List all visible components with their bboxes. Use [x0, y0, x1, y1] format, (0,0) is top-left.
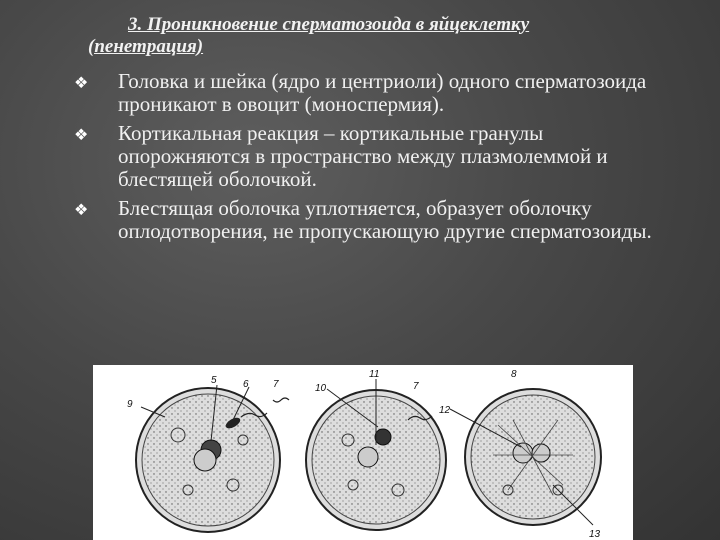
figure-label: 7 [413, 381, 419, 392]
figure-label: 10 [315, 383, 327, 394]
bullet-text: Кортикальная реакция – кортикальные гранулы опорожняются в пространство между плазмолеммой и блестящей оболочкой. [118, 121, 608, 191]
figure-label: 5 [211, 375, 217, 386]
fertilization-illustration [93, 365, 633, 540]
figure-label: 8 [511, 369, 517, 380]
bullet-item [72, 70, 672, 116]
figure-label: 7 [273, 379, 279, 390]
bullet-text: Головка и шейка (ядро и центриоли) одного сперматозоида проникают в овоцит (моноспермия). [118, 69, 647, 116]
diamond-bullet-icon: ❖ [74, 202, 89, 219]
oocyte-stage-3 [465, 389, 601, 525]
figure-label: 12 [439, 405, 451, 416]
figure-label: 11 [369, 369, 380, 380]
bullet-item [72, 197, 672, 243]
slide-title [32, 14, 672, 58]
slide-title-line-2: (пенетрация) [88, 36, 204, 57]
oocyte-stage-1 [136, 388, 289, 532]
figure-label: 6 [243, 379, 249, 390]
figure-label: 13 [589, 529, 601, 540]
figure-label: 9 [127, 399, 133, 410]
bullet-text: Блестящая оболочка уплотняется, образует оболочку оплодотворения, не пропускающую другие сперматозоиды. [118, 196, 652, 243]
bullet-item [72, 122, 672, 191]
bullet-list [72, 70, 672, 249]
slide-title-line-1: 3. Проникновение сперматозоида в яйцеклетку [128, 14, 530, 35]
diamond-bullet-icon: ❖ [74, 127, 89, 144]
diamond-bullet-icon: ❖ [74, 75, 89, 92]
